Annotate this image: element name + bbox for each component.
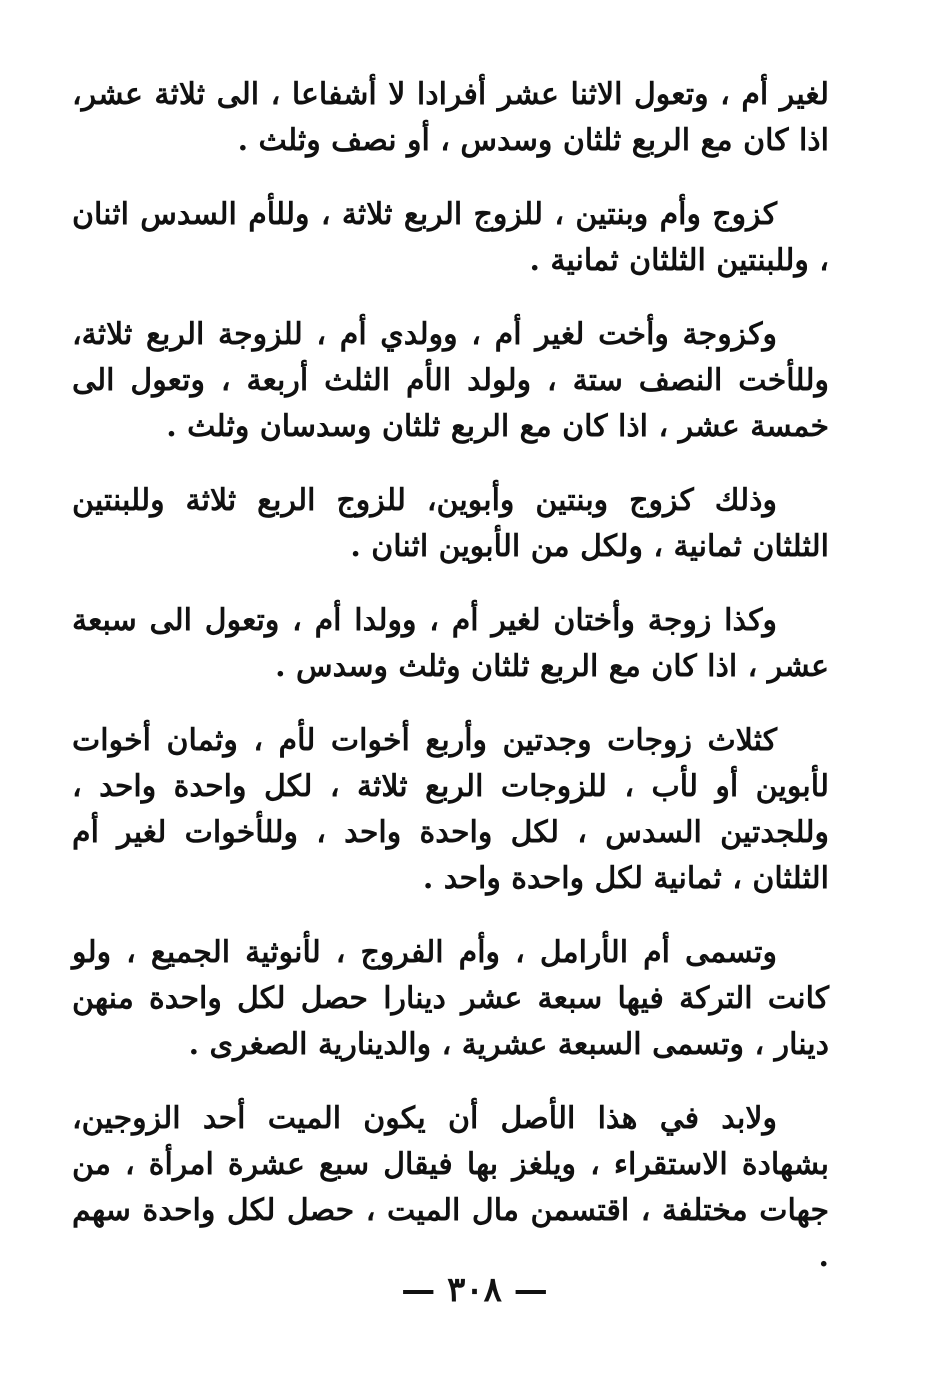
- paragraph-1: لغير أم ، وتعول الاثنا عشر أفرادا لا أشفاعا ، الى ثلاثة عشر، اذا كان مع الربع ثلثان وسدس ، أو نصف وثلث .: [72, 77, 829, 158]
- paragraph-6: كثلاث زوجات وجدتين وأربع أخوات لأم ، وثمان أخوات لأبوين أو لأب ، للزوجات الربع ثلاثة ، لكل واحدة واحد ، وللجدتين السدس ، لكل واحدة واحد ، وللأخوات لغير أم الثلثان ، ثمانية لكل واحدة واحد .: [72, 723, 829, 896]
- paragraph-7: وتسمى أم الأرامل ، وأم الفروج ، لأنوثية الجميع ، ولو كانت التركة فيها سبعة عشر دينارا حصل لكل واحدة منهن دينار ، وتسمى السبعة عشرية ، والدينارية الصغرى .: [72, 935, 829, 1062]
- paragraph-4: وذلك كزوج وبنتين وأبوين، للزوج الربع ثلاثة وللبنتين الثلثان ثمانية ، ولكل من الأبوين اثنان .: [72, 483, 829, 564]
- paragraph-3: وكزوجة وأخت لغير أم ، وولدي أم ، للزوجة الربع ثلاثة، وللأخت النصف ستة ، ولولد الأم الثلث أربعة ، وتعول الى خمسة عشر ، اذا كان مع الربع ثلثان وسدسان وثلث .: [72, 317, 829, 444]
- document-page: [72, 72, 829, 1320]
- paragraph-8: ولابد في هذا الأصل أن يكون الميت أحد الزوجين، بشهادة الاستقراء ، ويلغز بها فيقال سبع عشرة امرأة ، من جهات مختلفة ، اقتسمن مال الميت ، حصل لكل واحدة سهم .: [72, 1101, 829, 1274]
- paragraph-2: كزوج وأم وبنتين ، للزوج الربع ثلاثة ، وللأم السدس اثنان ، وللبنتين الثلثان ثمانية .: [72, 197, 829, 278]
- paragraph-5: وكذا زوجة وأختان لغير أم ، وولدا أم ، وتعول الى سبعة عشر ، اذا كان مع الربع ثلثان وثلث وسدس .: [72, 603, 829, 684]
- page-number: — ٣٠٨ —: [401, 1270, 548, 1310]
